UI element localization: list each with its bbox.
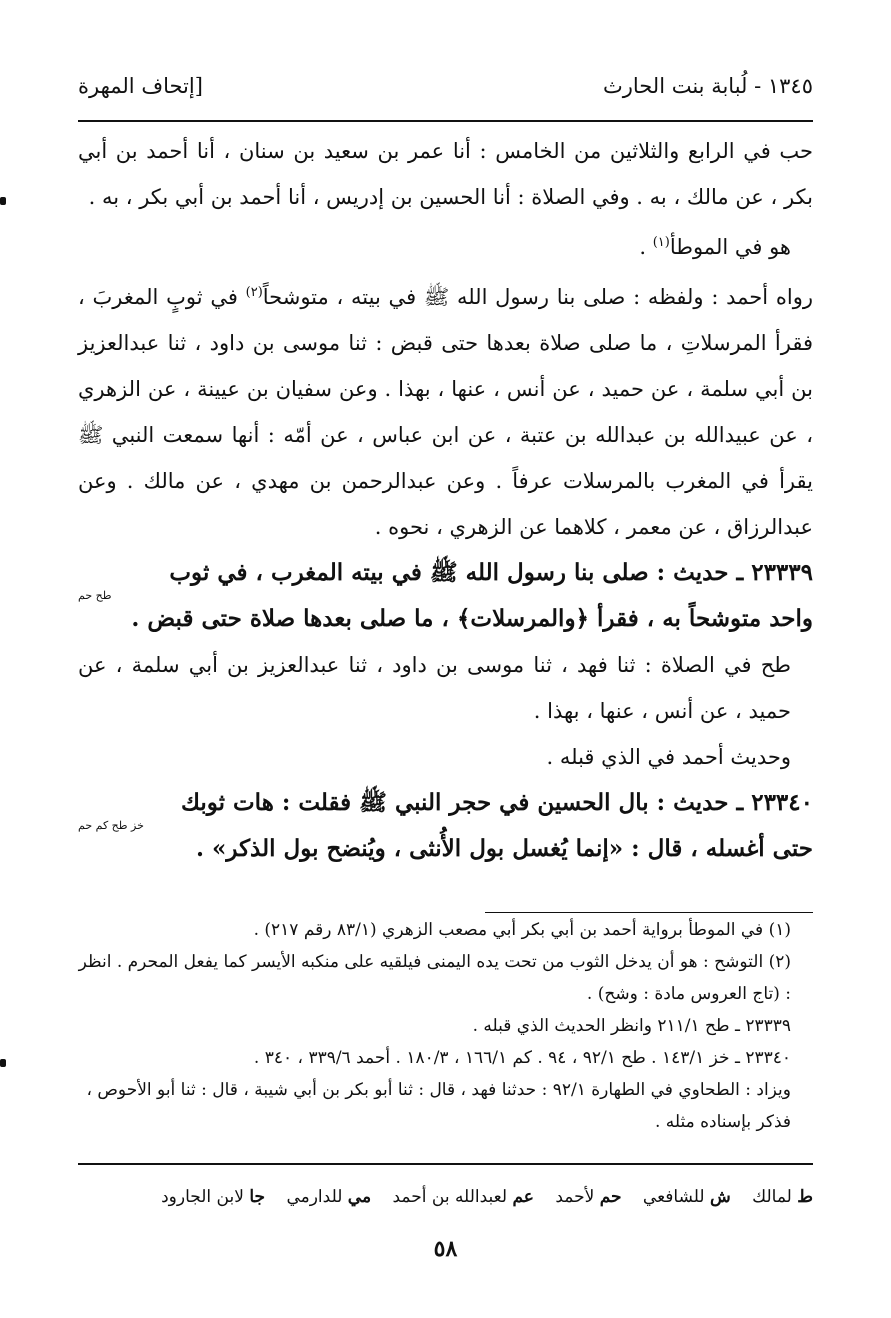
paragraph-text: رواه أحمد : ولفظه : صلى بنا رسول الله ﷺ في بيته ، متوشحاً: [262, 285, 813, 309]
footnote-rule: [485, 912, 813, 913]
book-title: [إتحاف المهرة: [78, 74, 203, 98]
scan-mark: [0, 197, 6, 205]
legend-item: ط لمالك: [752, 1187, 813, 1207]
footnote: ٢٣٣٣٩ ـ طح ٢١١/١ وانظر الحديث الذي قبله .: [472, 1016, 791, 1036]
legend-item: جا لابن الجارود: [161, 1187, 266, 1207]
footnote: (١) في الموطأ برواية أحمد بن أبي بكر أبي مصعب الزهري (٨٣/١ رقم ٢١٧) .: [253, 920, 791, 940]
hadith-text: واحد متوشحاً به ، فقرأ ﴿والمرسلات﴾ ، ما صلى بعدها صلاة حتى قبض .: [131, 605, 813, 632]
legend-item: مي للدارمي: [286, 1187, 372, 1207]
footnote-ref: (٢): [245, 285, 263, 300]
source-codes: خز طح كم حم: [78, 819, 144, 832]
footnote: ويزاد : الطحاوي في الطهارة ٩٢/١ : حدثنا فهد ، قال : ثنا أبو بكر بن أبي شيبة ، قال : ثنا أبو الأحوص ، فذكر بإسناده مثله .: [86, 1080, 791, 1132]
source-codes: طح حم: [78, 589, 112, 602]
paragraph: وحديث أحمد في الذي قبله .: [546, 745, 791, 769]
scan-mark: [0, 1059, 6, 1067]
header-rule: [78, 120, 813, 122]
hadith-heading: ٢٣٣٣٩ ـ حديث : صلى بنا رسول الله ﷺ في بيته المغرب ، في ثوب: [169, 559, 813, 586]
paragraph-text: .: [639, 235, 653, 259]
paragraph-text: هو في الموطأ: [669, 235, 791, 259]
paragraph: طح في الصلاة : ثنا فهد ، ثنا موسى بن داود ، ثنا عبدالعزيز بن أبي سلمة ، عن حميد ، عن أنس ، عنها ، بهذا .: [78, 653, 791, 723]
page-header: [78, 70, 813, 110]
main-text: [78, 128, 813, 872]
abbreviation-legend: [78, 1182, 813, 1212]
legend-rule: [78, 1163, 813, 1165]
paragraph: حب في الرابع والثلاثين من الخامس : أنا عمر بن سعيد بن سنان ، أنا أحمد بن أبي بكر ، عن مالك ، به . وفي الصلاة : أنا الحسين بن إدريس ، أنا أحمد بن أبي بكر ، به .: [78, 139, 813, 209]
hadith-heading: ٢٣٣٤٠ ـ حديث : بال الحسين في حجر النبي ﷺ فقلت : هات ثوبك: [180, 789, 813, 816]
paragraph: [78, 270, 813, 550]
page-number: ٥٨: [433, 1236, 458, 1262]
legend-item: حم لأحمد: [555, 1187, 622, 1207]
running-title: ١٣٤٥ - لُبابة بنت الحارث: [602, 74, 813, 98]
paragraph-text: في ثوبٍ المغربَ ، فقرأ المرسلاتِ ، ما صلى صلاة بعدها حتى قبض : ثنا موسى بن داود ، ثنا عبدالعزيز بن أبي سلمة ، عن حميد ، عن أنس ، عنها ، بهذا . وعن سفيان بن عيينة ، عن الزهري ، عن عبيدالله بن عبدالله بن عتبة ، عن ابن عباس ، عن أمّه : أنها سمعت النبي ﷺ يقرأ في المغرب بالمرسلات عرفاً . وعن عبدالرحمن بن مهدي ، عن مالك . وعن عبدالرزاق ، عن معمر ، كلاهما عن الزهري ، نحوه .: [78, 285, 814, 539]
footnote: ٢٣٣٤٠ ـ خز ١٤٣/١ . طح ٩٢/١ ، ٩٤ . كم ١٦٦/١ ، ١٨٠/٣ . أحمد ٣٣٩/٦ ، ٣٤٠ .: [253, 1048, 791, 1068]
footnote-ref: (١): [652, 235, 670, 250]
hadith-text: حتى أغسله ، قال : «إنما يُغسل بول الأُنثى ، ويُنضح بول الذكر» .: [195, 835, 813, 862]
paragraph: [78, 220, 813, 270]
legend-item: عم لعبدالله بن أحمد: [392, 1187, 534, 1207]
footnotes: [78, 914, 813, 1138]
legend-item: ش للشافعي: [642, 1187, 731, 1207]
footnote: (٢) التوشح : هو أن يدخل الثوب من تحت يده اليمنى فيلقيه على منكبه الأيسر كما يفعل المحرم . انظر : (تاج العروس مادة : وشح) .: [78, 952, 791, 1004]
